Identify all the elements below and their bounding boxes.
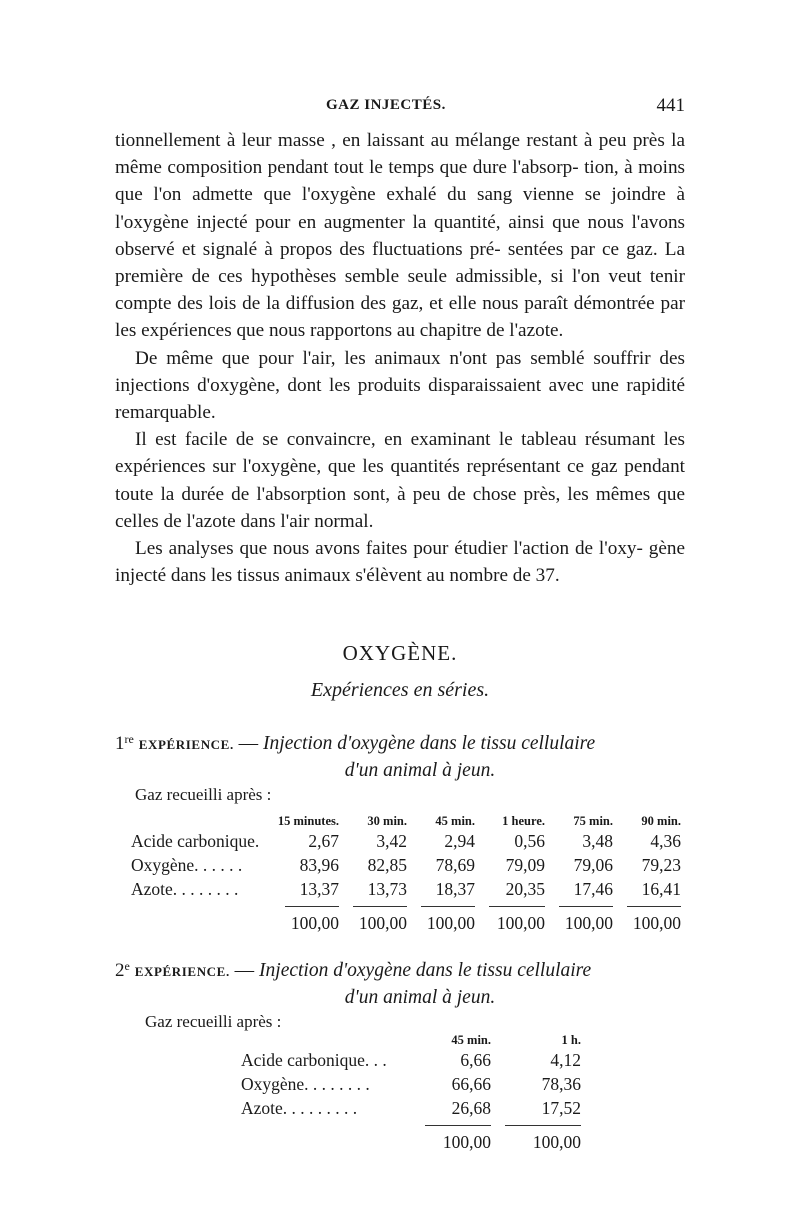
text-line: tion, à moins que l'on admette que l'oxygène exhalé du sang vienne	[115, 157, 686, 206]
row-label: Oxygène. . . . . . . .	[241, 1073, 370, 1094]
total-rule	[339, 901, 407, 911]
table-cell: 79,23	[641, 854, 681, 875]
table-cell: 78,69	[435, 854, 475, 875]
text-line: gène injecté dans les tissus animaux s'élèvent au nombre de 37.	[115, 538, 685, 587]
total-cell: 100,00	[358, 912, 407, 933]
total-cell: 100,00	[426, 912, 475, 933]
total-rule	[411, 1120, 491, 1130]
text-line: près la même composition pendant tout le temps que dure l'absorp-	[115, 130, 685, 179]
experiment-number: 1re	[115, 732, 134, 754]
row-label: Azote. . . . . . . . .	[241, 1097, 358, 1118]
section-title: OXYGÈNE.	[342, 641, 458, 665]
paragraph	[115, 345, 685, 427]
table-row	[241, 1072, 581, 1096]
total-row	[131, 911, 681, 935]
table-cell: 20,35	[505, 878, 545, 899]
page-header	[115, 97, 685, 123]
column-header: 45 min.	[451, 1033, 491, 1047]
heading-dash: —	[238, 733, 259, 754]
table-cell: 2,94	[444, 830, 475, 851]
text-line: gaz, et elle nous paraît démontrée par les expériences que nous	[115, 293, 685, 342]
row-label: Azote. . . . . . . .	[131, 878, 239, 899]
total-cell: 100,00	[564, 912, 613, 933]
table-cell: 4,36	[650, 830, 681, 851]
gaz-label: Gaz recueilli après :	[145, 1012, 282, 1031]
total-rule	[475, 901, 545, 911]
gaz-label: Gaz recueilli après :	[135, 785, 272, 804]
text-line: les expériences sur l'oxygène, que les quantités représentant ce gaz	[115, 429, 685, 478]
table-cell: 82,85	[367, 854, 407, 875]
experiment-title-line2: d'un animal à jeun.	[344, 760, 496, 781]
column-header: 90 min.	[641, 814, 681, 828]
column-header: 15 minutes.	[277, 814, 339, 828]
table-row	[241, 1096, 581, 1120]
table-cell: 79,09	[505, 854, 545, 875]
text-line: Les analyses que nous avons faites pour étudier l'action de l'oxy-	[135, 538, 643, 560]
table-row	[131, 853, 681, 877]
page-number: 441	[656, 95, 685, 116]
experiment-title-line2: d'un animal à jeun.	[344, 987, 496, 1008]
row-label: Acide carbonique.	[131, 830, 260, 851]
total-rule-row	[241, 1120, 581, 1130]
row-label: Acide carbonique. . .	[241, 1049, 387, 1070]
experiment-label: EXPÉRIENCE.	[134, 964, 230, 979]
table-cell: 3,42	[376, 830, 407, 851]
experiment-title: Injection d'oxygène dans le tissu cellulaire	[263, 733, 596, 754]
experiment-2-heading	[115, 953, 685, 1011]
table-row	[131, 829, 681, 853]
table-cell: 26,68	[451, 1097, 491, 1118]
table-cell: 83,96	[299, 854, 339, 875]
total-rule	[545, 901, 613, 911]
column-header: 45 min.	[435, 814, 475, 828]
column-header: 75 min.	[573, 814, 613, 828]
table-row	[131, 877, 681, 901]
text-line: se joindre à l'oxygène injecté pour en augmenter la quantité, ainsi	[115, 184, 685, 233]
experiment-1-heading	[115, 726, 685, 784]
total-cell: 100,00	[442, 1131, 491, 1152]
experiment-2-table	[241, 1030, 581, 1154]
text-line: rapportons au chapitre de l'azote.	[310, 320, 564, 342]
total-rule	[491, 1120, 581, 1130]
text-line: mêmes que celles de l'azote dans l'air normal.	[115, 483, 685, 532]
running-head: GAZ INJECTÉS.	[326, 97, 446, 113]
heading-dash: —	[234, 960, 255, 981]
total-rule	[271, 901, 339, 911]
text-line: pendant toute la durée de l'absorption sont, à peu de chose près, les	[115, 456, 685, 505]
text-line: sentées par ce gaz. La première de ces hypothèses semble seule	[115, 238, 686, 288]
table-cell: 16,41	[641, 878, 681, 899]
experiment-title: Injection d'oxygène dans le tissu cellulaire	[259, 960, 592, 981]
row-label: Oxygène. . . . . .	[131, 854, 243, 875]
total-cell: 100,00	[532, 1131, 581, 1152]
total-rule	[407, 901, 475, 911]
body-text	[115, 127, 685, 589]
total-rule-row	[131, 901, 681, 911]
text-line: admissible, si l'on veut tenir compte des lois de la diffusion des	[115, 266, 686, 315]
paragraph	[115, 535, 685, 589]
table-cell: 66,66	[451, 1073, 491, 1094]
table-cell: 0,56	[514, 830, 545, 851]
total-cell: 100,00	[496, 912, 545, 933]
total-cell: 100,00	[290, 912, 339, 933]
text-line: des injections d'oxygène, dont les produits disparaissaient avec une	[115, 347, 685, 396]
table-row	[241, 1048, 581, 1072]
paragraph	[115, 127, 685, 345]
total-cell: 100,00	[632, 912, 681, 933]
experiment-label: EXPÉRIENCE.	[138, 737, 234, 752]
total-row	[241, 1130, 581, 1154]
experiment-number: 2e	[115, 959, 130, 981]
experiment-1-table	[131, 811, 681, 935]
table-cell: 3,48	[582, 830, 613, 851]
table-cell: 79,06	[573, 854, 613, 875]
section-subtitle: Expériences en séries.	[310, 679, 490, 701]
table-cell: 13,73	[367, 878, 407, 899]
table-cell: 17,52	[541, 1097, 581, 1118]
text-line: Il est facile de se convaincre, en examinant le tableau résumant	[135, 429, 664, 451]
text-line: que nous l'avons observé et signalé à propos des fluctuations pré-	[115, 211, 685, 260]
table-cell: 13,37	[299, 878, 339, 899]
text-line: De même que pour l'air, les animaux n'ont pas semblé souffrir	[135, 347, 660, 369]
column-header: 30 min.	[367, 814, 407, 828]
text-line: rapidité remarquable.	[115, 374, 685, 424]
table-cell: 78,36	[541, 1073, 581, 1094]
total-rule	[613, 901, 681, 911]
table-cell: 18,37	[435, 878, 475, 899]
table-cell: 2,67	[308, 830, 339, 851]
text-line: tionnellement à leur masse , en laissant au mélange restant à peu	[115, 130, 633, 151]
column-header: 1 h.	[561, 1033, 581, 1047]
paragraph	[115, 426, 685, 535]
table-cell: 4,12	[550, 1049, 581, 1070]
table-header-row	[131, 811, 681, 829]
table-cell: 17,46	[573, 878, 613, 899]
column-header: 1 heure.	[502, 814, 545, 828]
table-cell: 6,66	[460, 1049, 491, 1070]
table-header-row	[241, 1030, 581, 1048]
